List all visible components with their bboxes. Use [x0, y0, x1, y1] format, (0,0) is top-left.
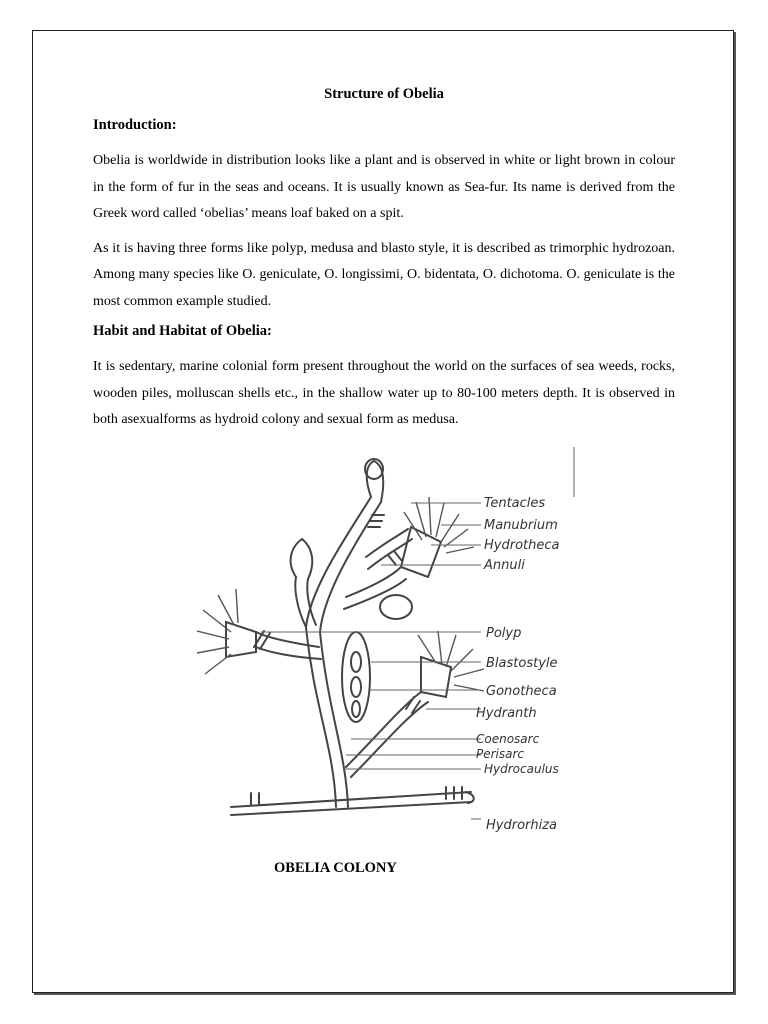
label-perisarc: Perisarc — [476, 747, 525, 761]
paragraph-introduction-2: As it is having three forms like polyp, medusa and blasto style, it is described as trimorphic hydrozoan. Among many species like O. geniculate, O. longissimi, O. bidentata, O. dichotoma. O. geniculate is the most common example studied. — [93, 240, 675, 309]
hydrorhiza-stolon — [231, 792, 471, 815]
page-title: Structure of Obelia — [324, 86, 444, 102]
label-blastostyle: Blastostyle — [486, 656, 558, 671]
label-polyp: Polyp — [486, 626, 522, 641]
label-hydrotheca: Hydrotheca — [484, 538, 560, 553]
paragraph-habitat-1: It is sedentary, marine colonial form present throughout the world on the surfaces of sea weeds, rocks, wooden piles, molluscan shells etc., in the shallow water up to 80-100 meters depth. It is observed in both asexualforms as hydroid colony and sexual form as medusa. — [93, 359, 675, 427]
section-heading-introduction: Introduction: — [93, 117, 177, 133]
figure-caption: OBELIA COLONY — [274, 860, 397, 876]
document-body — [93, 86, 675, 442]
obelia-colony-diagram — [196, 447, 580, 850]
label-hydranth: Hydranth — [476, 706, 537, 721]
section-heading-habitat: Habit and Habitat of Obelia: — [93, 323, 272, 339]
paragraph-introduction-1: Obelia is worldwide in distribution looks like a plant and is observed in white or light brown in colour in the form of fur in the seas and oceans. It is usually known as Sea-fur. Its name is derived from the Greek word called ‘obelias’ means loaf baked on a spit. — [93, 153, 675, 221]
label-gonotheca: Gonotheca — [486, 684, 557, 699]
label-hydrorhiza: Hydrorhiza — [486, 818, 558, 833]
label-annuli: Annuli — [484, 558, 525, 573]
label-coenosarc: Coenosarc — [476, 732, 540, 746]
label-manubrium: Manubrium — [484, 518, 558, 533]
main-stalk — [306, 497, 371, 807]
label-hydrocaulus: Hydrocaulus — [484, 762, 559, 776]
label-tentacles: Tentacles — [484, 496, 546, 511]
